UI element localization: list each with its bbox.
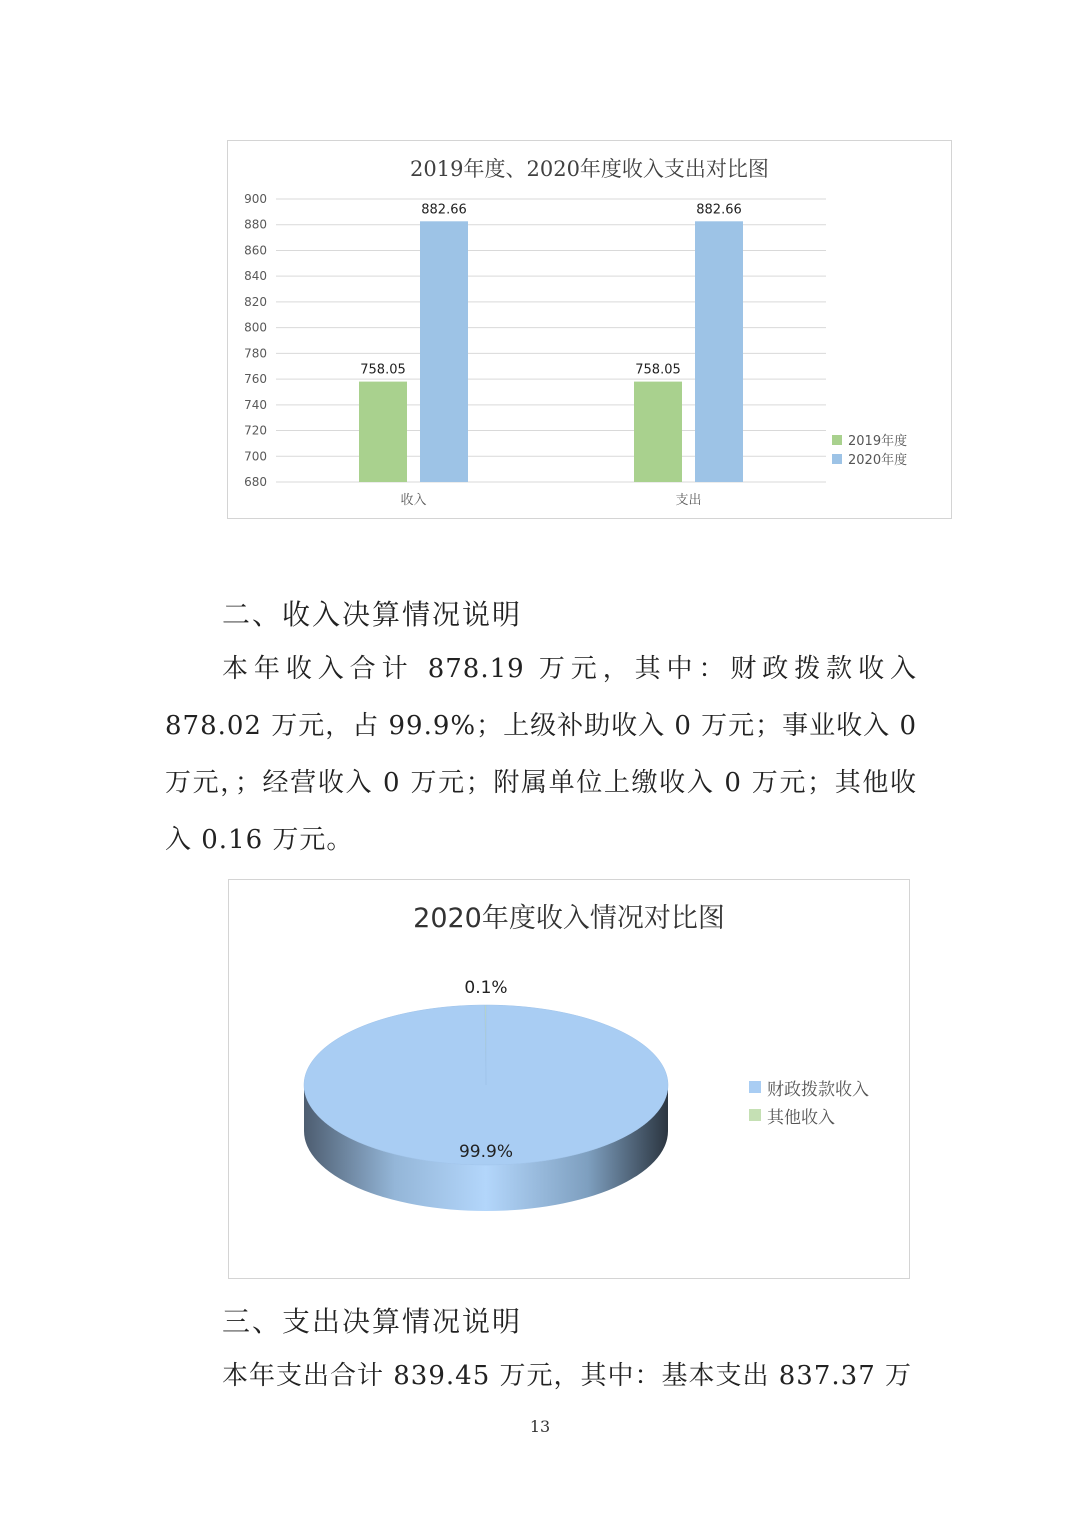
legend-swatch-2019 xyxy=(832,435,842,445)
y-tick-label: 900 xyxy=(244,192,267,206)
legend-swatch-2020 xyxy=(832,454,842,464)
section2-heading: 二、收入决算情况说明 xyxy=(222,598,523,631)
legend-swatch-other xyxy=(749,1109,761,1121)
legend-item-2020 xyxy=(832,449,907,468)
page-number: 13 xyxy=(529,1417,551,1436)
bar-2020年度-支出 xyxy=(695,221,743,482)
bar-chart-title: 2019年度、2020年度收入支出对比图 xyxy=(410,157,769,181)
legend-label-fiscal: 财政拨款收入 xyxy=(767,1079,869,1100)
y-tick-label: 760 xyxy=(244,372,267,387)
bar-2019年度-支出 xyxy=(634,382,682,482)
pie-label-fiscal: 99.9% xyxy=(458,1142,514,1162)
y-tick-label: 680 xyxy=(244,475,267,489)
y-tick-label: 860 xyxy=(244,243,267,258)
pie-label-other: 0.1% xyxy=(464,978,508,998)
legend-label-other: 其他收入 xyxy=(767,1107,835,1128)
x-tick-label: 收入 xyxy=(400,493,427,508)
legend-item-2019 xyxy=(832,430,907,449)
pie-chart-legend xyxy=(749,1073,869,1129)
bar-chart-card xyxy=(227,140,952,519)
bar-2020年度-收入 xyxy=(420,221,468,482)
y-tick-label: 720 xyxy=(244,423,267,438)
data-label: 882.66 xyxy=(696,202,742,218)
data-label: 882.66 xyxy=(421,202,467,218)
y-tick-label: 840 xyxy=(244,269,267,284)
legend-item-fiscal xyxy=(749,1073,869,1101)
y-tick-label: 740 xyxy=(244,397,267,412)
bar-chart-legend xyxy=(832,430,907,468)
section3-paragraph: 本年支出合计 839.45 万元，其中：基本支出 837.37 万 xyxy=(222,1361,913,1391)
pie-chart-card xyxy=(228,879,910,1279)
pie-chart-title: 2020年度收入情况对比图 xyxy=(413,903,725,934)
data-label: 758.05 xyxy=(360,362,406,378)
y-tick-label: 700 xyxy=(244,449,267,464)
legend-item-other xyxy=(749,1101,869,1129)
y-tick-label: 800 xyxy=(244,320,267,335)
section3-heading: 三、支出决算情况说明 xyxy=(222,1305,523,1338)
y-tick-label: 820 xyxy=(244,294,267,309)
section2-paragraph: 本年收入合计 878.19 万元，其中：财政拨款收入 878.02 万元，占 99.9%；上级补助收入 0 万元；事业收入 0 万元，；经营收入 0 万元；附属单位上缴收入 0 万元；其他收入 0.16 万元。 xyxy=(165,654,917,855)
legend-label-2020: 2020年度 xyxy=(848,453,908,468)
x-tick-label: 支出 xyxy=(675,493,702,508)
y-tick-label: 880 xyxy=(244,217,267,232)
bar-2019年度-收入 xyxy=(359,382,407,482)
y-tick-label: 780 xyxy=(244,346,267,361)
data-label: 758.05 xyxy=(635,362,681,378)
legend-label-2019: 2019年度 xyxy=(848,434,908,449)
legend-swatch-fiscal xyxy=(749,1081,761,1093)
